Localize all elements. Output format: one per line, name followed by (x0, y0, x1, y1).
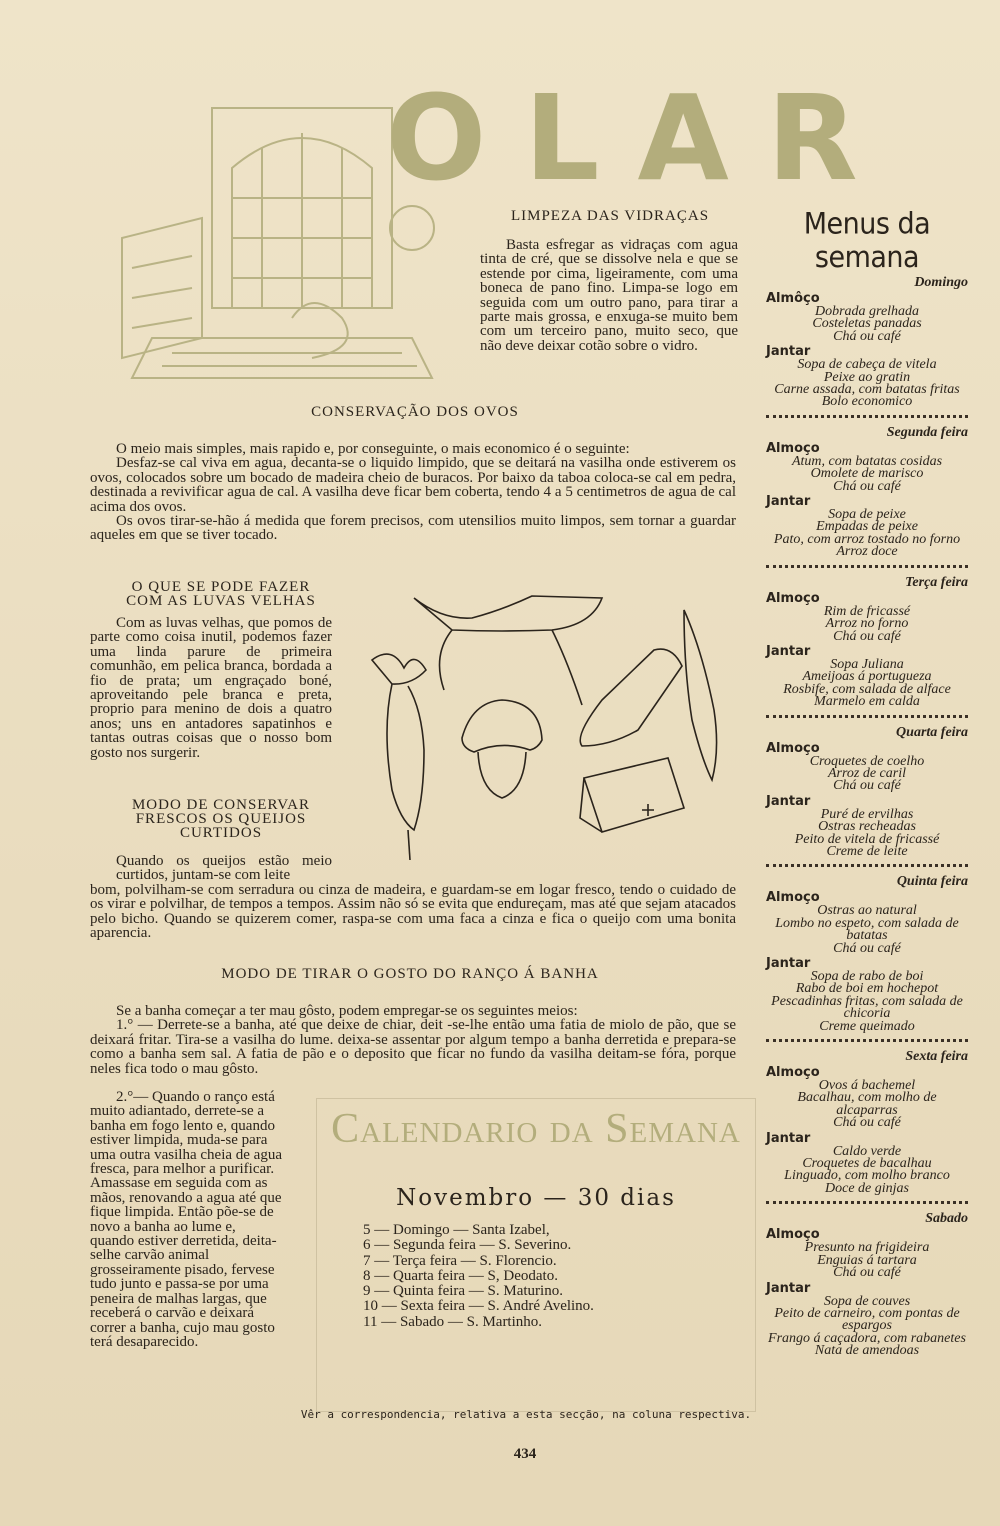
menu-day-heading: Sexta feira (905, 1049, 968, 1065)
calendar-item: 6 — Segunda feira — S. Severino. (363, 1237, 572, 1254)
queijos-paragraph: bom, polvilham-se com serradura ou cinza de madeira, e guardam-se em logar fresco, tendo o cuidado de os virar e polvilhar, de tempos a tempos. Assim não só se evita que endureçam, mas até que sejam atacados pelo bicho. Quando se quizerem comer, raspa-se com uma faca a cinza e fica o queijo com uma bonita aparencia. (90, 882, 736, 942)
menu-dish: Linguado, com molho branco (784, 1168, 950, 1184)
footer-note: Vêr a correspondencia, relativa a esta secção, na coluna respectiva. (300, 1408, 752, 1421)
calendar-box (316, 1098, 756, 1412)
queijos-text (90, 883, 736, 941)
menu-meal-heading: Jantar (766, 494, 811, 510)
calendar-item: 8 — Quarta feira — S, Deodato. (363, 1267, 558, 1284)
menu-dish: Ameijoas á portugueza (802, 669, 932, 685)
menu-dish: Sopa Juliana (830, 656, 904, 672)
menu-meal-heading: Almoço (766, 1065, 820, 1081)
calendar-month: Novembro — 30 dias (396, 1185, 676, 1211)
menu-dish: Sopa de peixe (828, 507, 906, 523)
queijos-lead-text: Quando os queijos estão meio curtidos, juntam-se com leite (116, 853, 332, 884)
menu-dish: Doce de ginjas (825, 1180, 909, 1196)
menu-separator (766, 415, 968, 423)
menu-dish: Marmelo em calda (814, 694, 920, 710)
menu-dish: Chá ou café (833, 478, 901, 494)
menu-dish: Sopa de cabeça de vitela (797, 357, 937, 373)
menu-separator (766, 565, 968, 573)
menu-dish: Dobrada grelhada (814, 304, 920, 319)
calendar-item: 10 — Sexta feira — S. André Avelino. (363, 1298, 594, 1315)
menu-separator (766, 1039, 968, 1047)
ovos-title: CONSERVAÇÃO DOS OVOS (311, 404, 519, 420)
menu-meal-heading: Almoço (766, 890, 820, 906)
menu-meal-heading: Almôço (766, 291, 820, 306)
calendar-item: 7 — Terça feira — S. Florencio. (363, 1252, 557, 1269)
calendar-list (363, 1223, 743, 1330)
calendar-item: 11 — Sabado — S. Martinho. (363, 1313, 543, 1330)
calendar-item: 5 — Domingo — Santa Izabel, (363, 1222, 550, 1238)
queijos-title-line-3: CURTIDOS (179, 825, 263, 841)
menu-meal-heading: Jantar (766, 344, 811, 360)
menu-dish: Sopa de couves (823, 1293, 911, 1309)
menu-dish: Peito de carneiro, com pontas de espargos (774, 1305, 960, 1334)
luvas-title (96, 580, 346, 608)
queijos-title-line-1: MODO DE CONSERVAR (131, 797, 311, 813)
menu-dish: Caldo verde (832, 1143, 902, 1159)
menu-dish: Presunto na frigideira (804, 1240, 930, 1256)
menu-meal-heading: Jantar (766, 1130, 811, 1146)
menu-dish: Croquetes de coelho (809, 753, 925, 769)
menu-dish: Pato, com arroz tostado no forno (773, 531, 961, 547)
menu-day-heading: Quarta feira (896, 724, 968, 740)
menu-separator (766, 715, 968, 723)
luvas-text (90, 616, 332, 760)
menu-dish: Rabo de boi em hochepot (795, 981, 939, 997)
menu-dish: Ostras recheadas (818, 819, 916, 835)
luvas-title-line-1: O QUE SE PODE FAZER (131, 579, 311, 595)
banha-text-column (90, 1090, 282, 1349)
calendar-item: 9 — Quinta feira — S. Maturino. (363, 1283, 563, 1300)
queijos-title-line-2: FRESCOS OS QUEIJOS (135, 811, 307, 827)
menus-days (766, 276, 968, 1358)
menu-day-heading: Quinta feira (896, 874, 968, 890)
menu-dish: Croquetes de bacalhau (802, 1156, 932, 1172)
menu-meal-heading: Jantar (766, 643, 811, 659)
menu-dish: Chá ou café (833, 1115, 901, 1131)
menu-dish: Creme de leite (826, 843, 908, 859)
menu-dish: Chá ou café (833, 778, 901, 794)
menu-dish: Ostras ao natural (817, 903, 917, 919)
menu-dish: Peixe ao gratin (823, 369, 911, 385)
ovos-paragraph-3: Os ovos tirar-se-hão á medida que forem precisos, com utensilios muito limpos, sem tornar a guardar aqueles em que se tiver tocado. (90, 513, 736, 544)
queijos-title (96, 798, 346, 840)
menu-day-heading: Segunda feira (886, 424, 968, 440)
menu-day-heading: Domingo (914, 275, 968, 290)
menu-dish: Bolo economico (821, 394, 913, 410)
menu-meal-heading: Almoço (766, 740, 820, 756)
menu-meal-heading: Almoço (766, 590, 820, 606)
luvas-paragraph: Com as luvas velhas, que pomos de parte como coisa inutil, podemos fazer uma linda parure de primeira comunhão, em pelica branca, bordada a fio de prata; um engraçado boné, aproveitando pele branca e preta, proprio para menino de dois a quatro anos; uns en antadores sapatinhos e tantas outras coisas que o nosso bom gosto nos surgerir. (90, 615, 332, 761)
ovos-text (90, 442, 736, 543)
menu-day-heading: Terça feira (905, 574, 968, 590)
calendar-title: Calendario da Semana (331, 1106, 741, 1152)
ovos-paragraph-1: O meio mais simples, mais rapido e, por conseguinte, o mais economico é o seguinte: (116, 441, 630, 457)
masthead-title: OLAR (386, 69, 896, 207)
menu-dish: Ovos á bachemel (818, 1078, 916, 1094)
ovos-paragraph-2: Desfaz-se cal viva em agua, decanta-se o liquido limpido, que se deitará na vasilha onde estiverem os ovos, colocados sobre um bocado de madeira cheio de buracos. Por baixo da taboa coloca-se cal em pedra, destinada a revivificar agua de cal. A vasilha deve ficar bem coberta, tendo 4 a 5 centimetros de agua de cal acima dos ovos. (90, 455, 736, 515)
menu-dish: Arroz de caril (827, 765, 907, 781)
banha-text (90, 1004, 736, 1076)
menu-dish: Omolete de marisco (810, 466, 924, 482)
menu-dish: Enguias á tartara (817, 1252, 917, 1268)
page-number: 434 (513, 1446, 537, 1462)
menu-dish: Arroz doce (836, 544, 898, 560)
menu-dish: Nata de amendoas (814, 1343, 920, 1359)
vidracas-title: LIMPEZA DAS VIDRAÇAS (510, 208, 710, 224)
menu-meal-heading: Almoço (766, 440, 820, 456)
menu-dish: Peito de vitela de fricassé (794, 831, 940, 847)
banha-title: MODO DE TIRAR O GOSTO DO RANÇO Á BANHA (221, 966, 599, 982)
vidracas-paragraph: Basta esfregar as vidraças com agua tinta de cré, que se dissolve nela e que se estende por cima, ligeiramente, com uma boneca de pano fino. Limpa-se logo em seguida com um outro pano, para tirar a parte mais grossa, e enxuga-se muito bem com um terceiro pano, muito seco, que não deve deixar cotão sobre o vidro. (480, 237, 738, 354)
queijos-lead (116, 854, 332, 883)
menu-meal-heading: Jantar (766, 793, 811, 809)
menu-dish: Lombo no espeto, com salada de batatas (775, 915, 959, 944)
menu-dish: Chá ou café (833, 940, 901, 956)
menus-title: Menus da semana (803, 207, 931, 275)
menu-dish: Bacalhau, com molho de alcaparras (797, 1090, 937, 1118)
menu-separator (766, 1201, 968, 1209)
menu-dish: Chá ou café (833, 1265, 901, 1281)
menu-dish: Puré de ervilhas (820, 806, 914, 822)
menu-dish: Frango á caçadora, com rabanetes (768, 1330, 966, 1346)
menu-day-heading: Sabado (925, 1211, 968, 1227)
menu-dish: Chá ou café (833, 628, 901, 644)
menu-dish: Sopa de rabo de boi (810, 969, 924, 984)
banha-paragraph-2: 1.° — Derrete-se a banha, até que deixe de chiar, deit -se-lhe então uma fatia de miolo de pão, que se deixará fritar. Tira-se a vasilha do lume. deixa-se assentar por algum tempo a banha derretida e prepara-se como a banha sem sal. A fatia de pão e o deposito que ficar no fundo da vasilha deitam-se fóra, porque neles fica todo o mau gôsto. (90, 1017, 736, 1077)
menu-dish: Pescadinhas fritas, com salada de chicoria (771, 993, 963, 1022)
luvas-title-line-2: COM AS LUVAS VELHAS (126, 593, 316, 609)
menu-dish: Empadas de peixe (816, 519, 918, 535)
menu-dish: Chá ou café (833, 328, 901, 344)
menu-dish: Rosbife, com salada de alface (783, 681, 951, 697)
menu-meal-heading: Almoço (766, 1227, 820, 1243)
menu-dish: Rim de fricassé (823, 603, 911, 619)
menu-separator (766, 864, 968, 872)
menu-dish: Atum, com batatas cosidas (791, 453, 943, 469)
menu-meal-heading: Jantar (766, 956, 811, 971)
menu-dish: Carne assada, com batatas fritas (774, 382, 960, 398)
banha-paragraph-1: Se a banha começar a ter mau gôsto, podem empregar-se os seguintes meios: (116, 1003, 578, 1019)
menu-meal-heading: Jantar (766, 1280, 811, 1296)
menus-column (766, 207, 968, 1359)
menu-dish: Creme queimado (819, 1018, 915, 1034)
banha-paragraph-3: 2.°— Quando o ranço está muito adiantado, derrete-se a banha em fogo lento e, quando estiver limpida, muda-se para uma outra vasilha cheia de agua fresca, para melhor a purificar. Amassase em seguida com as mãos, renovando a agua até que fique limpida. Então põe-se de novo a banha ao lume e, quando estiver derretida, deita-selhe carvão animal grosseiramente pisado, fervese tudo junto e passa-se por uma peneira de malhas largas, que receberá o carvão e deixará correr a banha, cujo mau gosto terá desaparecido. (90, 1089, 282, 1350)
menu-dish: Costeletas panadas (812, 316, 922, 332)
glove-crafts-illustration (352, 590, 748, 860)
menu-dish: Arroz no forno (825, 616, 909, 632)
vidracas-text (480, 238, 738, 353)
